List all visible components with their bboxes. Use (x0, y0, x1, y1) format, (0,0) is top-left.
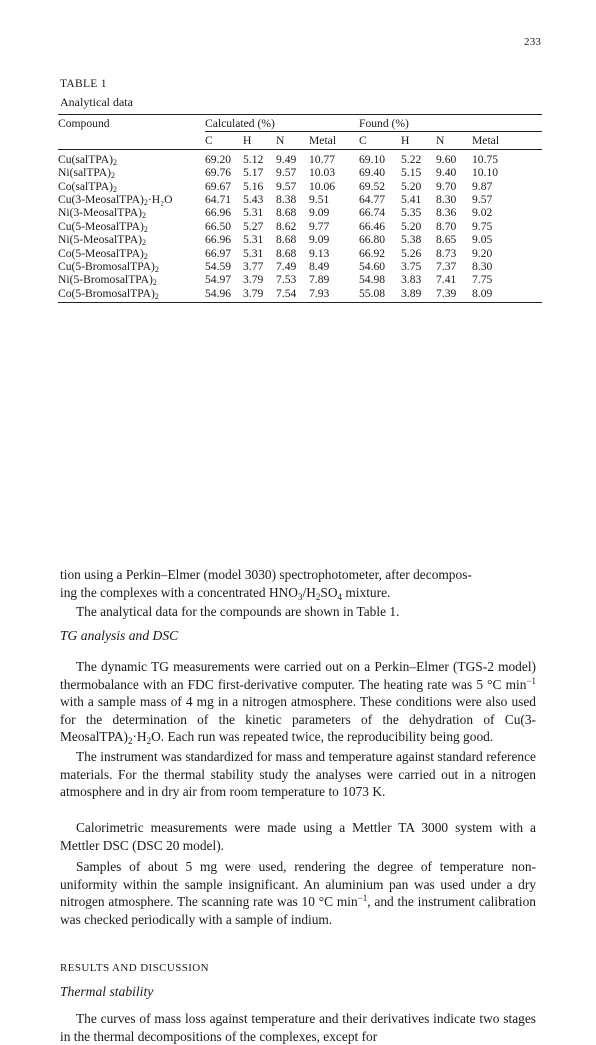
value-cell: 9.77 (309, 219, 330, 233)
found-h-header: H (401, 134, 410, 148)
compound-subscript: 2 (154, 291, 159, 301)
value-cell: 10.03 (309, 166, 336, 180)
value-cell: 9.05 (472, 233, 493, 247)
value-cell: 8.38 (276, 193, 297, 207)
value-cell: 5.20 (401, 179, 422, 193)
table-row (58, 206, 542, 219)
value-cell: 5.31 (243, 246, 264, 260)
found-header: Found (%) (359, 115, 542, 132)
value-cell: 9.09 (309, 206, 330, 220)
value-cell: 3.75 (401, 260, 422, 274)
compound-cell (58, 193, 205, 206)
value-cell: 69.40 (359, 166, 386, 180)
value-cell: 9.20 (472, 246, 493, 260)
compound-cell (58, 206, 205, 219)
compound-cell (58, 233, 205, 246)
table-label: TABLE 1 (60, 78, 107, 90)
table-row (58, 233, 542, 246)
value-cell: 55.08 (359, 286, 386, 300)
value-cell: 5.43 (243, 193, 264, 207)
found-n-header: N (436, 134, 445, 148)
compound-subscript: 2 (143, 251, 148, 261)
table-body (58, 149, 542, 302)
value-cell: 5.16 (243, 179, 264, 193)
value-cell: 8.70 (436, 219, 457, 233)
value-cell: 54.96 (205, 286, 232, 300)
value-cell: 8.73 (436, 246, 457, 260)
compound-subscript: 2 (112, 157, 117, 167)
value-cell: 69.52 (359, 179, 386, 193)
para6-text: , and the instrument calibration was checked periodically with a sample of indium. (60, 894, 536, 927)
value-cell: 7.54 (276, 286, 297, 300)
sub-2: 2 (127, 736, 133, 747)
value-cell: 7.93 (309, 286, 330, 300)
value-cell: 64.71 (205, 193, 232, 207)
value-cell: 66.96 (205, 206, 232, 220)
value-cell: 10.75 (472, 152, 499, 166)
value-cell: 66.46 (359, 219, 386, 233)
heading-tg-analysis: TG analysis and DSC (60, 628, 179, 643)
compound-cell (58, 260, 205, 273)
compound-cell (58, 180, 205, 193)
value-cell: 66.50 (205, 219, 232, 233)
value-cell: 54.98 (359, 273, 386, 287)
value-cell: 69.20 (205, 152, 232, 166)
value-cell: 9.51 (309, 193, 330, 207)
value-cell: 5.20 (401, 219, 422, 233)
value-cell: 5.15 (401, 166, 422, 180)
found-metal-header: Metal (472, 134, 500, 148)
value-cell: 3.79 (243, 273, 264, 287)
value-cell: 9.75 (472, 219, 493, 233)
sub-header-row (58, 132, 542, 149)
value-cell: 7.41 (436, 273, 457, 287)
value-cell: 8.68 (276, 246, 297, 260)
compound-subscript: 2 (154, 265, 159, 275)
page-number: 233 (524, 36, 542, 48)
value-cell: 8.68 (276, 206, 297, 220)
heading-results-discussion: RESULTS AND DISCUSSION (60, 962, 209, 974)
value-cell: 10.06 (309, 179, 336, 193)
compound-name: Ni(5-MeosalTPA) (58, 233, 142, 247)
compound-cell (58, 220, 205, 233)
paragraph-tg-measurements (60, 658, 536, 746)
value-cell: 9.57 (276, 179, 297, 193)
para1-text: /H (302, 584, 316, 600)
para3-text: O. Each run was repeated twice, the reproducibility being good. (151, 729, 494, 745)
compound-subscript: 2 (143, 198, 148, 208)
value-cell: 7.37 (436, 260, 457, 274)
sub-2: 2 (315, 591, 321, 602)
para6-text: Samples of about 5 mg were used, rendering the degree of temperature non-uniformity within the sample insignificant. An aluminium pan was used under a dry nitrogen atmosphere. The scanning rate was 10 °C min (60, 859, 536, 910)
value-cell: 8.49 (309, 260, 330, 274)
value-cell: 5.12 (243, 152, 264, 166)
table-row (58, 287, 542, 303)
compound-name: Cu(5-BromosalTPA) (58, 260, 155, 274)
table-row (58, 260, 542, 273)
value-cell: 7.49 (276, 260, 297, 274)
value-cell: 7.75 (472, 273, 493, 287)
para3-text: The dynamic TG measurements were carried out on a Perkin–Elmer (TGS-2 model) thermobalance with an FDC first-derivative computer. The heating rate was 5 °C min (60, 659, 536, 692)
value-cell: 3.79 (243, 286, 264, 300)
compound-name: Co(salTPA) (58, 179, 113, 193)
para1-text: mixture. (342, 584, 391, 600)
value-cell: 66.74 (359, 206, 386, 220)
calc-n-header: N (276, 134, 285, 148)
compound-header: Compound (58, 117, 110, 131)
compound-cell (58, 166, 205, 179)
value-cell: 9.57 (276, 166, 297, 180)
value-cell: 8.65 (436, 233, 457, 247)
compound-subscript: 2 (152, 278, 157, 288)
calc-h-header: H (243, 134, 252, 148)
value-cell: 5.35 (401, 206, 422, 220)
value-cell: 7.39 (436, 286, 457, 300)
compound-name: Ni(5-BromosalTPA) (58, 273, 153, 287)
para1-line1: tion using a Perkin–Elmer (model 3030) spectrophotometer, after decompos- (60, 567, 472, 582)
value-cell: 54.59 (205, 260, 232, 274)
paragraph-analytical-data: The analytical data for the compounds are shown in Table 1. (76, 604, 400, 619)
value-cell: 5.27 (243, 219, 264, 233)
paragraph-calorimetric: Calorimetric measurements were made using a Mettler TA 3000 system with a Mettler DSC (DSC 20 model). (60, 820, 536, 853)
heading-thermal-stability: Thermal stability (60, 984, 154, 999)
compound-name: Cu(3-MeosalTPA) (58, 193, 144, 207)
value-cell: 8.30 (436, 193, 457, 207)
para1-line2: ing the complexes with a concentrated HNO (60, 584, 298, 600)
value-cell: 9.49 (276, 152, 297, 166)
calculated-header: Calculated (%) (205, 115, 359, 132)
value-cell: 5.31 (243, 206, 264, 220)
para3-text: with a sample mass of 4 mg in a nitrogen atmosphere. These conditions were also used for the determination of the kinetic parameters of the dehydration of Cu(3-MeosalTPA) (60, 694, 536, 745)
table-row (58, 193, 542, 206)
value-cell: 9.40 (436, 166, 457, 180)
para3-text: ·H (132, 729, 147, 745)
value-cell: 9.13 (309, 246, 330, 260)
compound-cell (58, 149, 205, 166)
value-cell: 7.53 (276, 273, 297, 287)
value-cell: 9.70 (436, 179, 457, 193)
calc-c-header: C (205, 134, 213, 148)
compound-subscript: 2 (143, 224, 148, 234)
compound-subscript: 2 (111, 171, 116, 181)
table-row (58, 247, 542, 260)
compound-suffix: ·H₂O (147, 193, 173, 207)
table-row (58, 149, 542, 166)
value-cell: 8.68 (276, 233, 297, 247)
compound-name: Ni(3-MeosalTPA) (58, 206, 142, 220)
value-cell: 9.60 (436, 152, 457, 166)
sup-minus-one: −1 (526, 675, 536, 686)
table-row (58, 273, 542, 286)
value-cell: 9.02 (472, 206, 493, 220)
paragraph-method-end (60, 566, 536, 601)
sup-minus-one: −1 (357, 893, 368, 904)
value-cell: 3.77 (243, 260, 264, 274)
para1-text: SO (320, 584, 338, 600)
value-cell: 5.17 (243, 166, 264, 180)
value-cell: 10.77 (309, 152, 336, 166)
compound-cell (58, 273, 205, 286)
sub-3: 3 (297, 591, 303, 602)
value-cell: 3.89 (401, 286, 422, 300)
table-row (58, 166, 542, 179)
paragraph-samples (60, 858, 536, 928)
table-caption: Analytical data (60, 95, 133, 109)
value-cell: 66.96 (205, 233, 232, 247)
table-row (58, 220, 542, 233)
compound-subscript: 2 (141, 238, 146, 248)
value-cell: 66.92 (359, 246, 386, 260)
value-cell: 9.57 (472, 193, 493, 207)
value-cell: 5.41 (401, 193, 422, 207)
compound-name: Cu(salTPA) (58, 152, 113, 166)
value-cell: 5.26 (401, 246, 422, 260)
value-cell: 8.36 (436, 206, 457, 220)
value-cell: 10.10 (472, 166, 499, 180)
paragraph-mass-loss: The curves of mass loss against temperature and their derivatives indicate two stages in the thermal decompositions of the complexes, except for (60, 1011, 536, 1044)
value-cell: 5.38 (401, 233, 422, 247)
compound-cell (58, 287, 205, 303)
value-cell: 8.09 (472, 286, 493, 300)
value-cell: 9.87 (472, 179, 493, 193)
value-cell: 5.31 (243, 233, 264, 247)
found-c-header: C (359, 134, 367, 148)
compound-subscript: 2 (141, 211, 146, 221)
calc-metal-header: Metal (309, 134, 337, 148)
value-cell: 8.62 (276, 219, 297, 233)
table-row (58, 180, 542, 193)
value-cell: 8.30 (472, 260, 493, 274)
compound-name: Ni(salTPA) (58, 166, 112, 180)
value-cell: 69.76 (205, 166, 232, 180)
compound-name: Cu(5-MeosalTPA) (58, 219, 144, 233)
value-cell: 3.83 (401, 273, 422, 287)
value-cell: 64.77 (359, 193, 386, 207)
value-cell: 66.97 (205, 246, 232, 260)
value-cell: 5.22 (401, 152, 422, 166)
value-cell: 54.60 (359, 260, 386, 274)
paragraph-standardization: The instrument was standardized for mass and temperature against standard reference materials. For the thermal stability study the analyses were carried out in a nitrogen atmosphere and in dry air from room temperature to 1073 K. (60, 749, 536, 800)
value-cell: 54.97 (205, 273, 232, 287)
compound-subscript: 2 (112, 184, 117, 194)
compound-cell (58, 247, 205, 260)
value-cell: 9.09 (309, 233, 330, 247)
analytical-data-table (58, 114, 542, 303)
value-cell: 7.89 (309, 273, 330, 287)
compound-name: Co(5-BromosalTPA) (58, 286, 155, 300)
value-cell: 66.80 (359, 233, 386, 247)
value-cell: 69.67 (205, 179, 232, 193)
sub-4: 4 (337, 591, 343, 602)
sub-2: 2 (146, 736, 152, 747)
value-cell: 69.10 (359, 152, 386, 166)
compound-name: Co(5-MeosalTPA) (58, 246, 144, 260)
